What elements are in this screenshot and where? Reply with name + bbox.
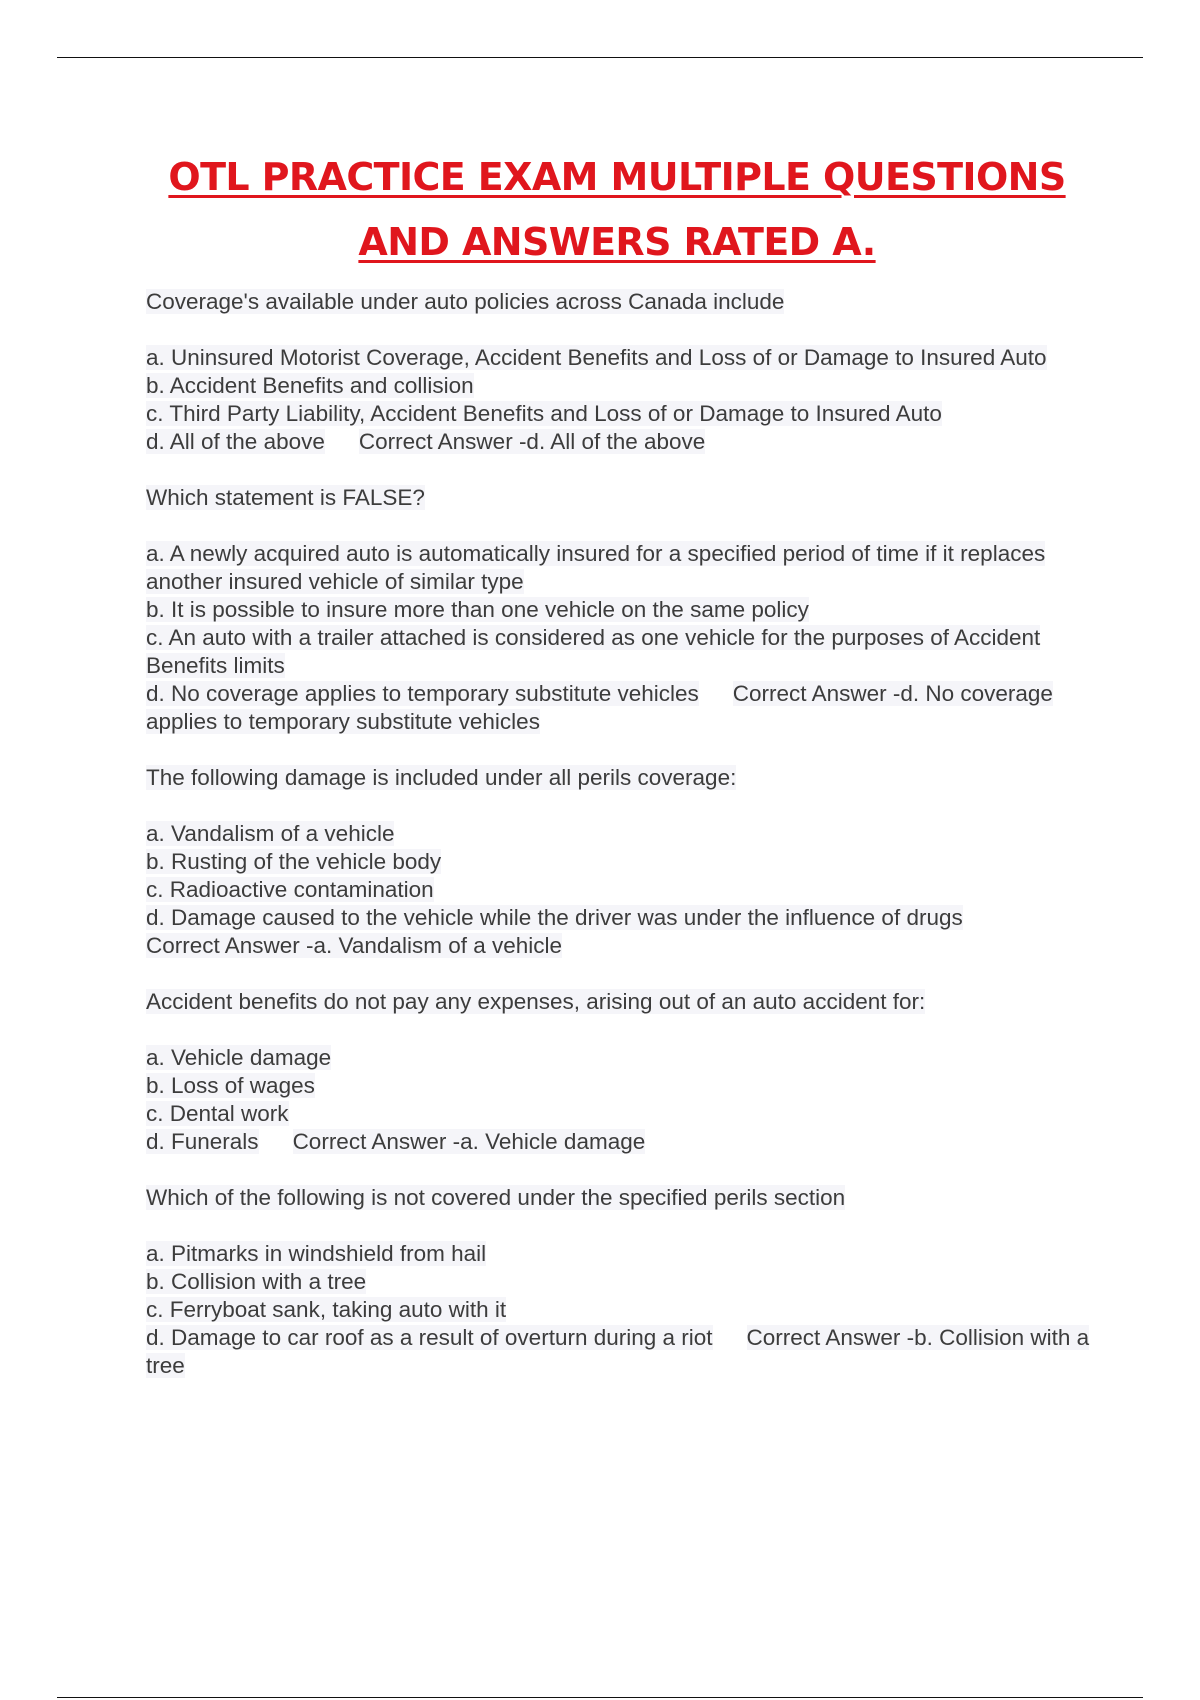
option-c: c. Ferryboat sank, taking auto with it — [146, 1297, 507, 1322]
question-2 — [146, 484, 1096, 736]
option-d: d. Damage caused to the vehicle while the driver was under the influence of drugs — [146, 905, 963, 930]
bottom-rule — [57, 1697, 1143, 1698]
question-prompt: The following damage is included under all perils coverage: — [146, 765, 737, 790]
option-d: d. Funerals Correct Answer -a. Vehicle damage — [146, 1129, 646, 1154]
option-b: b. Accident Benefits and collision — [146, 373, 474, 398]
question-prompt: Which of the following is not covered under the specified perils section — [146, 1185, 846, 1210]
correct-answer: Correct Answer -a. Vehicle damage — [292, 1129, 646, 1154]
question-list — [146, 288, 1096, 1408]
question-3 — [146, 764, 1096, 960]
option-d: d. Damage to car roof as a result of overturn during a riot Correct Answer -b. Collision with a tree — [146, 1325, 1090, 1378]
option-b: b. Rusting of the vehicle body — [146, 849, 442, 874]
option-a: a. Uninsured Motorist Coverage, Accident Benefits and Loss of or Damage to Insured Auto — [146, 345, 1047, 370]
option-c: c. Radioactive contamination — [146, 877, 434, 902]
correct-answer: Correct Answer -a. Vandalism of a vehicle — [146, 933, 563, 958]
question-prompt: Accident benefits do not pay any expenses, arising out of an auto accident for: — [146, 989, 926, 1014]
option-c: c. An auto with a trailer attached is considered as one vehicle for the purposes of Accident Benefits limits — [146, 625, 1041, 678]
option-a: a. Vehicle damage — [146, 1045, 332, 1070]
option-b: b. It is possible to insure more than one vehicle on the same policy — [146, 597, 809, 622]
title-line-1: OTL PRACTICE EXAM MULTIPLE QUESTIONS — [168, 155, 1066, 199]
question-4 — [146, 988, 1096, 1156]
option-d: d. No coverage applies to temporary substitute vehicles Correct Answer -d. No coverage applies to temporary substitute vehicles — [146, 681, 1053, 734]
option-a: a. Vandalism of a vehicle — [146, 821, 395, 846]
option-c: c. Third Party Liability, Accident Benefits and Loss of or Damage to Insured Auto — [146, 401, 942, 426]
correct-answer: Correct Answer -b. Collision with a tree — [146, 1325, 1090, 1378]
correct-answer: Correct Answer -d. All of the above — [358, 429, 706, 454]
question-5 — [146, 1184, 1096, 1380]
option-d: d. All of the above Correct Answer -d. All of the above — [146, 429, 706, 454]
correct-answer: Correct Answer -d. No coverage applies to temporary substitute vehicles — [146, 681, 1053, 734]
question-1 — [146, 288, 1096, 456]
option-a: a. A newly acquired auto is automatically insured for a specified period of time if it replaces another insured vehicle of similar type — [146, 541, 1046, 594]
page-title — [0, 145, 1200, 275]
option-b: b. Loss of wages — [146, 1073, 315, 1098]
question-prompt: Which statement is FALSE? — [146, 485, 425, 510]
title-line-2: AND ANSWERS RATED A. — [358, 220, 876, 264]
question-prompt: Coverage's available under auto policies across Canada include — [146, 289, 785, 314]
top-rule — [57, 57, 1143, 58]
option-b: b. Collision with a tree — [146, 1269, 367, 1294]
option-a: a. Pitmarks in windshield from hail — [146, 1241, 487, 1266]
option-c: c. Dental work — [146, 1101, 289, 1126]
